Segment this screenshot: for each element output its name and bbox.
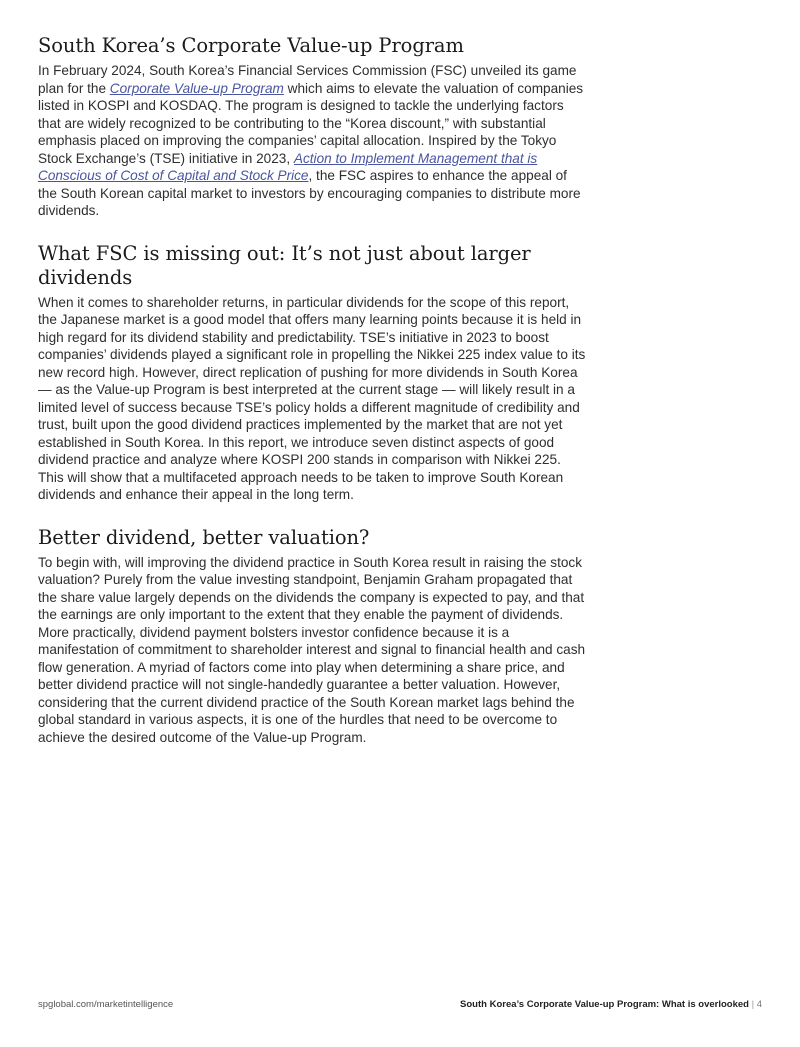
page-number: 4 <box>756 999 762 1010</box>
section-fsc-missing-out <box>38 242 586 504</box>
section-heading: What FSC is missing out: It’s not just about larger dividends <box>38 241 531 289</box>
document-page <box>38 34 586 768</box>
section-body <box>38 62 586 220</box>
tse-action-link[interactable]: Action to Implement Management that is Conscious of Cost of Capital and Stock Price <box>38 150 538 183</box>
section-heading: South Korea’s Corporate Value-up Program <box>38 34 464 57</box>
corporate-value-up-program-link[interactable]: Corporate Value-up Program <box>109 80 284 96</box>
body-text: which aims to elevate the valuation of companies listed in KOSPI and KOSDAQ. The program is designed to tackle the underlying factors that are widely recognized to be contributing to the “Korea discount,” with substantial emphasis placed on improving the companies’ capital allocation. Inspired by the Tokyo Stock Exchange’s (TSE) initiative in 2023, <box>38 80 584 166</box>
section-heading: Better dividend, better valuation? <box>38 525 370 549</box>
footer-separator: | <box>748 999 757 1010</box>
body-text: , the FSC aspires to enhance the appeal of the South Korean capital market to investors by encouraging companies to distribute more dividends. <box>38 168 581 218</box>
section-value-up-program <box>38 34 586 220</box>
section-better-dividend <box>38 526 586 747</box>
footer-title: South Korea’s Corporate Value-up Program: What is overlooked <box>460 999 749 1010</box>
body-text: In February 2024, South Korea’s Financial Services Commission (FSC) unveiled its game plan for the <box>38 63 577 96</box>
footer-url: spglobal.com/marketintelligence <box>38 999 174 1010</box>
section-body: When it comes to shareholder returns, in particular dividends for the scope of this report, the Japanese market is a good model that offers many learning points because it is held in high regard for its dividend stability and predictability. TSE’s initiative in 2023 to boost companies’ dividends played a significant role in propelling the Nikkei 225 index value to its new record high. However, direct replication of pushing for more dividends in South Korea — as the Value-up Program is best interpreted at the current stage — will likely result in a limited level of success because TSE’s policy holds a different magnitude of credibility and trust, built upon the good dividend practices implemented by the market that are not yet established in South Korea. In this report, we introduce seven distinct aspects of good dividend practice and analyze where KOSPI 200 stands in comparison with Nikkei 225. This will show that a multifaceted approach needs to be taken to improve South Korean dividends and enhance their appeal in the long term. <box>38 294 586 502</box>
footer-right <box>460 999 762 1010</box>
section-body: To begin with, will improving the dividend practice in South Korea result in raising the stock valuation? Purely from the value investing standpoint, Benjamin Graham propagated that the share value largely depends on the dividends the company is expected to pay, and that the earnings are only important to the extent that they enable the payment of dividends. More practically, dividend payment bolsters investor confidence because it is a manifestation of commitment to shareholder interest and signal to financial health and cash flow generation. A myriad of factors come into play when determining a share price, and better dividend practice will not single-handedly guarantee a better valuation. However, considering that the current dividend practice of the South Korean market lags behind the global standard in various aspects, it is one of the hurdles that need to be overcome to achieve the desired outcome of the Value-up Program. <box>38 554 586 745</box>
